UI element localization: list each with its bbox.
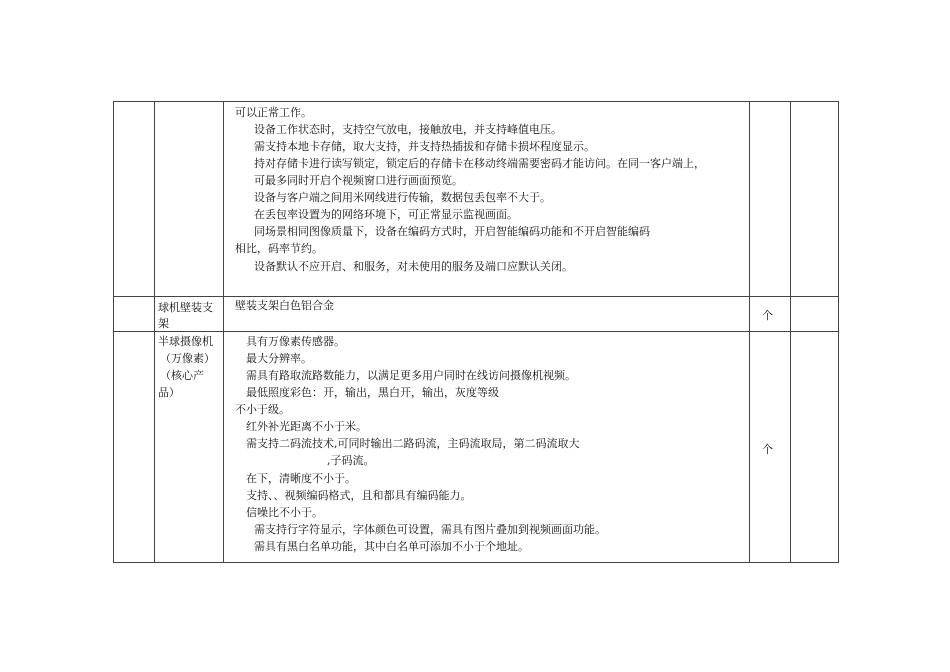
- column-divider: [223, 102, 224, 562]
- spec-line: 最大分辨率。: [246, 352, 312, 365]
- spec-line: 设备默认不应开启、和服务，对未使用的服务及端口应默认关闭。: [254, 260, 573, 273]
- spec-line: 最低照度彩色：开，输出，黑白开，输出，灰度等级: [246, 386, 499, 399]
- row-divider: [114, 331, 838, 332]
- spec-line: 设备工作状态时，支持空气放电，接触放电，并支持峰值电压。: [254, 123, 562, 136]
- spec-line: 持对存储卡进行读写锁定，锁定后的存储卡在移动终端需要密码才能访问。在同一客户端上，: [254, 157, 705, 170]
- column-divider: [749, 102, 750, 562]
- spec-line: 支持、、视频编码格式，且和都具有编码能力。: [246, 489, 472, 502]
- row-divider: [114, 296, 838, 297]
- spec-line: ,子码流。: [327, 454, 375, 467]
- item-name: 球机壁装支: [158, 301, 213, 314]
- spec-line: 需支持本地卡存储，取大支持，并支持热插拔和存储卡损坏程度显示。: [254, 140, 595, 153]
- spec-line: 需具有黑白名单功能，其中白名单可添加不小于个地址。: [254, 540, 529, 553]
- item-name: （核心产: [160, 369, 204, 382]
- spec-line: 具有万像素传感器。: [246, 335, 345, 348]
- column-divider: [790, 102, 791, 562]
- item-unit: 个: [762, 309, 773, 322]
- spec-line: 在丢包率设置为的网络环境下，可正常显示监视画面。: [254, 208, 518, 221]
- column-divider: [154, 102, 155, 562]
- spec-line: 在下，清晰度不小于。: [246, 472, 356, 485]
- item-name: 半球摄像机: [158, 335, 213, 348]
- item-name: 架: [158, 317, 169, 330]
- spec-line: 可以正常工作。: [235, 106, 312, 119]
- spec-line: 设备与客户端之间用米网线进行传输，数据包丢包率不大于。: [254, 191, 551, 204]
- spec-line: 红外补光距离不小于米。: [246, 420, 367, 433]
- spec-line: 不小于级。: [235, 403, 290, 416]
- item-unit: 个: [762, 443, 773, 456]
- spec-table: [113, 101, 839, 563]
- spec-line: 需支持行字符显示，字体颜色可设置，需具有图片叠加到视频画面功能。: [254, 523, 606, 536]
- spec-line: 相比，码率节约。: [235, 242, 323, 255]
- item-name: （万像素）: [160, 352, 215, 365]
- spec-line: 需支持二码流技术,可同时输出二路码流，主码流取局，第二码流取大: [246, 437, 580, 450]
- spec-line: 可最多同时开启个视频窗口进行画面预览。: [254, 174, 463, 187]
- item-spec: 壁装支架白色铝合金: [235, 299, 334, 312]
- item-name: 品）: [158, 386, 180, 399]
- spec-line: 信噪比不小于。: [246, 506, 323, 519]
- spec-line: 同场景相同图像质量下，设备在编码方式时，开启智能编码功能和不开启智能编码: [254, 225, 650, 238]
- spec-line: 需具有路取流路数能力，以满足更多用户同时在线访问摄像机视频。: [246, 369, 576, 382]
